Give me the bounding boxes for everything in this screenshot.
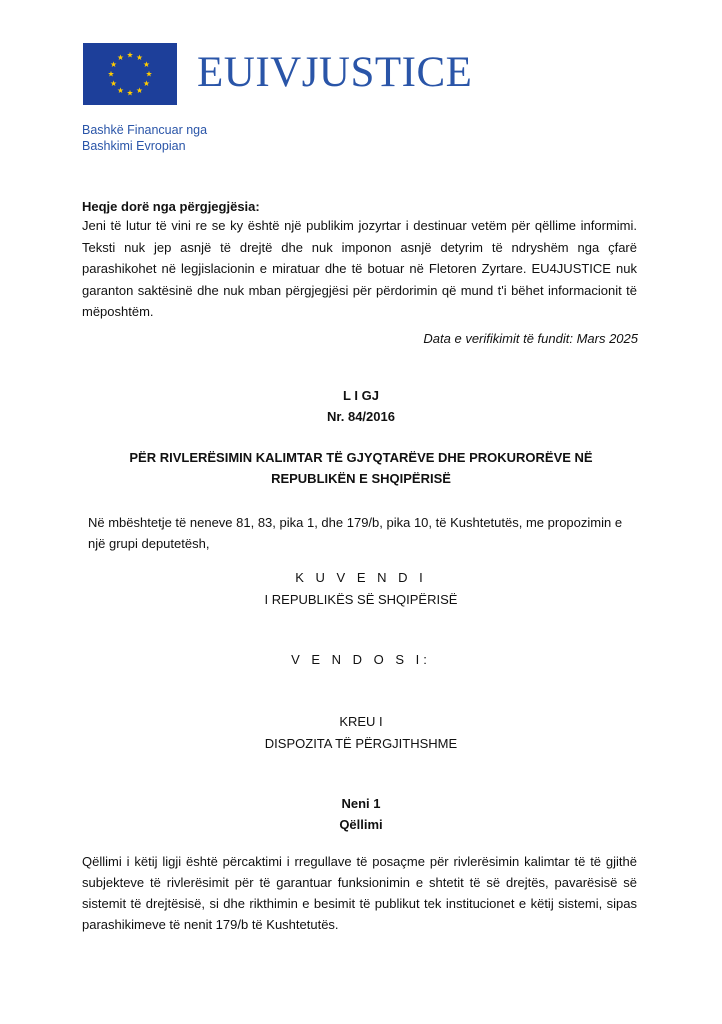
law-number: Nr. 84/2016 bbox=[327, 409, 395, 424]
law-intro: Në mbështetje të neneve 81, 83, pika 1, dhe 179/b, pika 10, të Kushtetutës, me propozimin e një grupi deputetësh, bbox=[88, 515, 623, 551]
chapter-title: DISPOZITA TË PËRGJITHSHME bbox=[264, 736, 458, 751]
assembly-name: K U V E N D I bbox=[295, 570, 427, 585]
disclaimer-text: Jeni të lutur të vini re se ky është një publikim jozyrtar i destinuar vetëm për qëllime informimi. Teksti nuk jep asnjë të drejtë dhe nuk imponon asnjë detyrim të ndryshëm nga çfarë parashikohet në legjislacionin e miratuar dhe të botuar në Fletoren Zyrtare. EU4JUSTICE nuk garanton saktësinë dhe nuk mban përgjegjësi për përdorimin që mund t'i bëhet informacionit të mëposhtëm. bbox=[82, 218, 637, 319]
eu-flag-graphic bbox=[83, 43, 177, 105]
cofinance-line-2: Bashkimi Evropian bbox=[82, 139, 186, 153]
chapter-number: KREU I bbox=[339, 714, 383, 729]
verification-date: Data e verifikimit të fundit: Mars 2025 bbox=[423, 331, 638, 346]
article-number: Neni 1 bbox=[341, 796, 381, 811]
article-title: Qëllimi bbox=[339, 817, 383, 832]
article-text: Qëllimi i këtij ligji është përcaktimi i rregullave të posaçme për rivlerësimin kalimtar të të gjithë subjekteve të rivlerësimit për të garantuar funksionimin e shtetit të së drejtës, pavarësisë së sistemit të drejtësisë, si dhe rikthimin e besimit të publikut tek institucionet e këtij sistemi, sipas parashikimeve të nenit 179/b të Kushtetutës. bbox=[82, 854, 637, 932]
disclaimer-title: Heqje dorë nga përgjegjësia: bbox=[82, 199, 260, 214]
law-label: L I GJ bbox=[343, 388, 379, 403]
eu-flag-icon bbox=[83, 43, 177, 105]
decides-heading: V E N D O S I: bbox=[291, 652, 431, 667]
brand-logo-text: EUIVJUSTICE bbox=[197, 49, 473, 96]
assembly-republic: I REPUBLIKËS SË SHQIPËRISË bbox=[264, 592, 458, 607]
cofinance-line-1: Bashkë Financuar nga bbox=[82, 123, 208, 137]
law-title: PËR RIVLERËSIMIN KALIMTAR TË GJYQTARËVE DHE PROKURORËVE NË REPUBLIKËN E SHQIPËRISË bbox=[129, 450, 593, 486]
cofinance-note bbox=[82, 122, 207, 154]
